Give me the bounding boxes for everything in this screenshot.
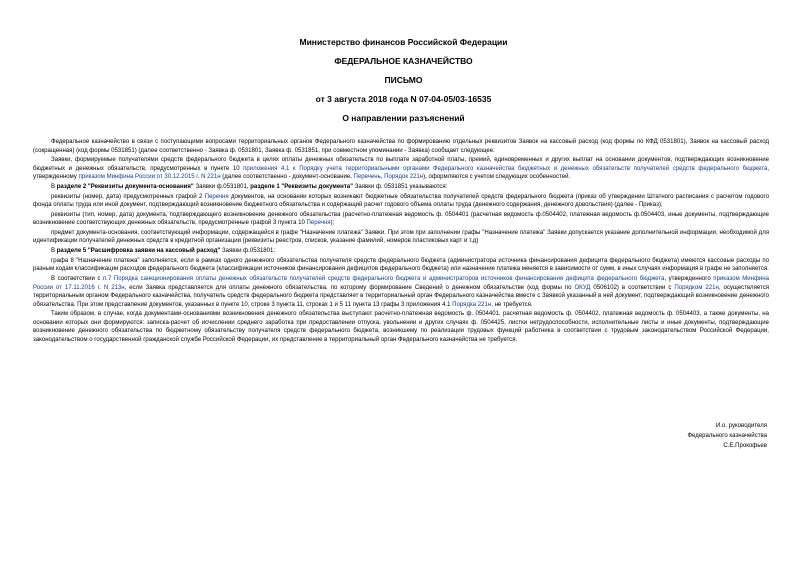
paragraph-text: реквизиты (номер, дата) предусмотренных графой 2 (51, 193, 205, 200)
link-appendix-4-1[interactable]: приложения 4.1 к Порядку учета территориальными органами Федерального казначейства бюджетных и денежных обязательств получателей средств федерального бюджета (243, 165, 768, 172)
paragraph-text: , осуществляется территориальным органом Федерального казначейства, получатель средств федерального бюджета представляет в территориальный орган Федерального казначейства вместе с Заявкой указанный в ней документ, подтверждающий возникновение денежного обязательства. При этом представление документов, указанных в пункте 10, строке 3 пункта 11, строках 1 и 5 11 пункта 13 графы 3 приложения 4.1 (33, 284, 770, 308)
link-order-213n[interactable]: приказом Минфина России от 17.11.2016 г. N 213н (33, 276, 770, 291)
paragraph-requisites-2 (33, 211, 769, 228)
paragraph-conclusion (33, 310, 769, 344)
paragraph-text: , утвержденного (664, 276, 714, 282)
agency-name: ФЕДЕРАЛЬНОЕ КАЗНАЧЕЙСТВО (334, 56, 473, 66)
paragraph-text: , не требуется. (491, 301, 533, 308)
paragraph-text: документов, на основании которых возникают бюджетные обязательства получателей средств федерального бюджета (приказ об утверждении Штатного расписания с расчетом годового фонда оплаты труда или иной документ, подтверждающий возникновение бюджетного обязательства и содержащий расчет годового объема оплаты труда (денежного содержания, денежного довольствия) (далее - Приказ); (33, 193, 769, 209)
link-poryadok-221n[interactable]: Порядком 221н (674, 284, 719, 291)
link-poryadka-221n[interactable]: Порядка 221н (452, 301, 492, 308)
link-poryadok-221n[interactable]: Порядок 221н (384, 174, 424, 181)
paragraph-text: 0506102) в соответствии с (590, 284, 675, 291)
paragraph-text: (далее соответственно - документ-основание, (220, 174, 354, 181)
paragraph-text: Заявки ф.0531801: (220, 248, 276, 255)
section-title: разделе 5 "Расшифровка заявки на кассовый расход" (56, 248, 221, 255)
link-procedure-p7[interactable]: п.7 Порядка санкционирования оплаты денежных обязательств получателей средств федерального бюджета и администраторов источников финансирования дефицита федерального бюджета (103, 276, 665, 282)
paragraph-text: , если Заявка представляется для оплаты денежного обязательства, по которому формирование Сведений о денежном обязательстве (код формы по (124, 284, 575, 291)
paragraph-intro (33, 138, 769, 155)
paragraph-text: В (51, 248, 57, 255)
letter-body (33, 138, 769, 345)
paragraph-subject (33, 229, 769, 246)
paragraph-procedure (33, 275, 769, 309)
paragraph-text: , (380, 174, 385, 181)
paragraph-text: Заявки ф.0531801, (193, 183, 251, 190)
signature-organization: Федерального казначейства (687, 433, 767, 439)
paragraph-text: ); (330, 220, 335, 227)
signature-name: С.Е.Прокофьев (723, 443, 767, 449)
paragraph-text: графа 8 "Назначение платежа" заполняется, если в рамках одного денежного обязательства получателя средств федерального бюджета (администратора источника финансирования дефицита федерального бюджета) имеются кассовые расходы по разным кодам классификации расходов федерального бюджета (классификации источников финансирования дефицитов федерального бюджета) или назначение платежа меняется в зависимости от сумм, в иных случаях информация в графе не заполняется. (33, 257, 769, 273)
signature-position: И.о. руководителя (715, 423, 767, 429)
paragraph-text: ), оформляются с учетом следующих особенностей. (423, 174, 571, 181)
paragraph-text: Заявки ф. 0531851 указываются: (353, 183, 448, 190)
link-okud[interactable]: ОКУД (574, 284, 591, 291)
paragraph-text: В (51, 183, 57, 190)
link-perechnya[interactable]: Перечня (204, 193, 229, 200)
paragraph-text: Таким образом, в случае, когда документами-основаниями возникновения денежного обязательства выступают расчетно-платежная ведомость ф. 0504401, расчетная ведомость ф. 0504402, платежная ведомость ф. 0504403, а также документы, на основании которых они формируются: записка-расчет об исчислении среднего заработка при предоставлении отпуска, увольнении и других случаях ф. 0504425, листки нетрудоспособности, исполнительные листы и иные документы, подтверждающие возникновение денежного обязательства по бюджетному обязательству получателя средств федерального бюджета, возникшему по реализации трудовых функций работника в соответствии с трудовым законодательством Российской Федерации, законодательством о государственной гражданской службе Российской Федерации, их представление в территориальный орган Федерального казначейства не требуется. (33, 311, 769, 343)
paragraph-text: предмет документа-основания, соответствующий информации, содержащейся в графе "Назначение платежа" Заявки. При этом при заполнении графы "Назначение платежа" Заявки допускается указание дополнительной информации, необходимой для идентификации получателей денежных средств в кредитной организации (реквизиты реестров, списков, указание фамилий, номеров пластиковых карт и т.д) (33, 229, 769, 245)
paragraph-requisites-1 (33, 193, 769, 210)
document-date-number: от 3 августа 2018 года N 07-04-05/03-16535 (315, 94, 492, 104)
paragraph-text: реквизиты (тип, номер, дата) документа, подтверждающего возникновение денежного обязательства (расчетно-платежная ведомость ф. 0504401 (расчетная ведомость ф.0504402, платежная ведомость ф.0504403, иные документы, подтверждающие возникновение соответствующих денежных обязательств, предусмотренные графой 3 пункта 10 (33, 211, 769, 227)
document-subject: О направлении разъяснений (342, 113, 465, 123)
paragraph-text: Федеральное казначейство в связи с поступающими вопросами территориальных органов Федерального казначейства по формированию отдельных реквизитов Заявок на кассовый расход (код формы по КФД 0531801), Заявок на кассовый расход (сокращенная) (код формы 0531851) (далее соответственно - Заявка ф. 0531801, Заявка ф. 0531851, при совместном упоминании - Заявка) сообщает следующее. (33, 139, 769, 154)
section-title: разделе 1 "Реквизиты документа" (250, 183, 354, 190)
paragraph-text: , утвержденному (33, 165, 769, 181)
paragraph-section-2 (33, 183, 769, 192)
paragraph-text: В соответствии с (51, 276, 104, 282)
paragraph-section-5 (33, 247, 769, 256)
link-perechnya[interactable]: Перечня (306, 220, 331, 227)
paragraph-text: Заявки, формируемые получателями средств федерального бюджета в целях оплаты денежных обязательств по выплате заработной платы, премий, единовременных и других выплат на основании документов, подтверждающих возникновение бюджетных и денежных обязательств, предусмотренных в пункте 10 (33, 157, 769, 172)
paragraph-column-8 (33, 257, 769, 274)
ministry-name: Министерство финансов Российской Федерации (299, 37, 508, 47)
section-title: разделе 2 "Реквизиты документа-основания" (56, 183, 194, 190)
document-type: ПИСЬМО (384, 75, 423, 85)
link-order-221n[interactable]: приказом Минфина России от 30.12.2015 г. N 221н (78, 174, 221, 181)
paragraph-requests (33, 156, 769, 182)
link-perechen[interactable]: Перечень (353, 174, 381, 181)
